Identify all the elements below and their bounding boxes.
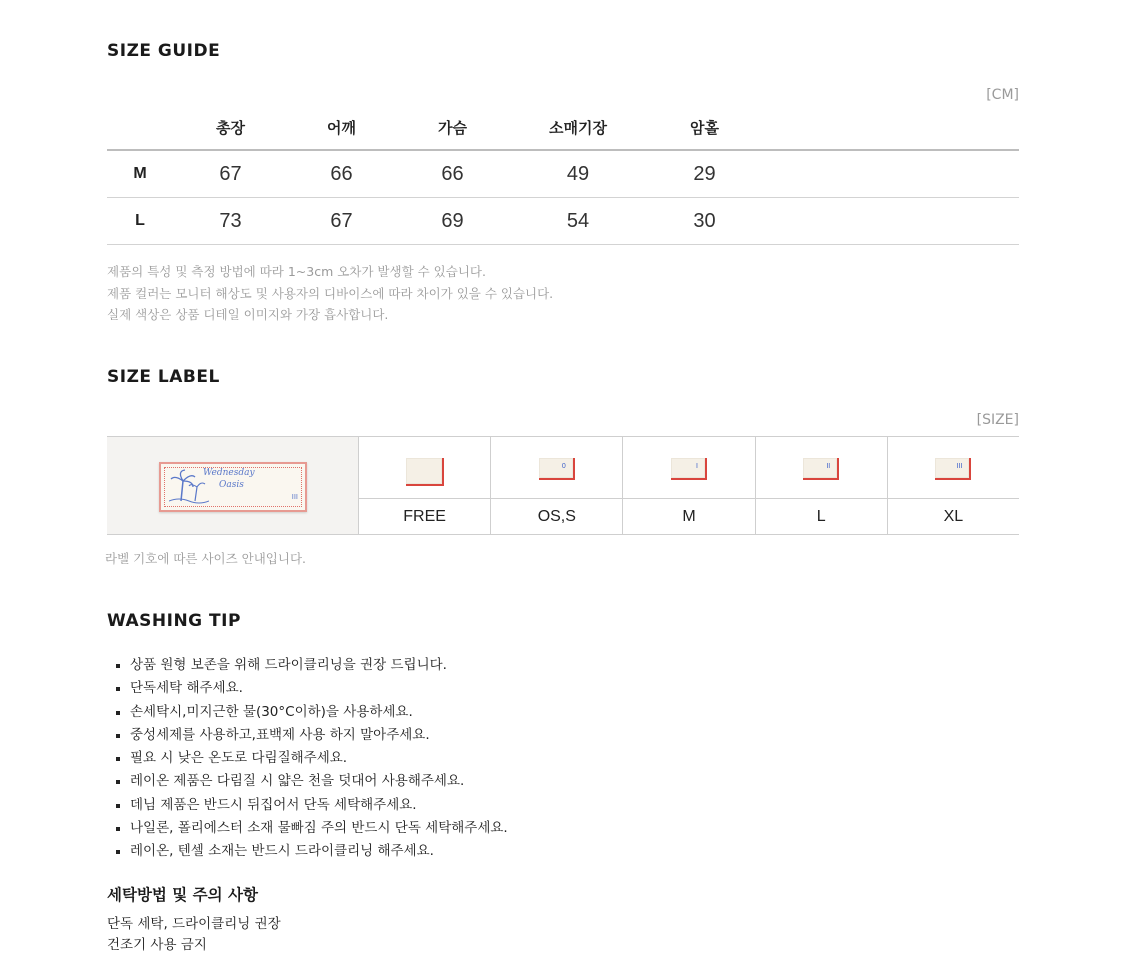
size-label-os-s [491,437,623,534]
bullet-icon [116,850,120,854]
empty-cell [763,150,1019,198]
size-tag-icon [803,458,839,480]
table-cell: 66 [288,150,395,198]
size-guide-notes [107,261,553,326]
size-label-m [623,437,755,534]
size-label-name: L [816,507,826,525]
size-tag-icon [671,458,707,480]
care-line: 건조기 사용 금지 [107,937,207,953]
size-guide-table [107,106,1019,245]
size-label-name: FREE [403,507,446,525]
care-instructions [107,914,281,956]
woven-label-image [159,462,307,512]
bullet-icon [116,664,120,668]
list-item [116,724,508,747]
list-item [116,747,508,770]
size-label-title: SIZE LABEL [107,367,220,387]
tip-text: 상품 원형 보존을 위해 드라이클리닝을 권장 드립니다. [130,657,447,673]
size-label-unit: [SIZE] [976,412,1019,428]
size-guide-unit: [CM] [986,87,1019,103]
table-cell: 49 [510,150,646,198]
list-item [116,770,508,793]
bullet-icon [116,780,120,784]
table-cell: 54 [510,198,646,245]
list-item [116,654,508,677]
size-label-name: OS,S [537,507,576,525]
size-tag-mark: II [826,463,831,470]
list-item [116,677,508,700]
size-column-header [107,106,173,150]
tip-text: 필요 시 낮은 온도로 다림질해주세요. [130,750,348,767]
size-tag-icon [935,458,971,480]
tip-text: 나일론, 폴리에스터 소재 물빠짐 주의 반드시 단독 세탁해주세요. [130,820,508,837]
table-cell: 73 [173,198,288,245]
label-swatch [491,437,622,499]
washing-tip-title: WASHING TIP [107,611,241,631]
row-size-label: L [107,198,173,245]
size-table-header-row [107,106,1019,150]
size-label-grid [107,436,1019,535]
size-label-free [359,437,491,534]
table-row [107,150,1019,198]
size-label-xl [888,437,1019,534]
tip-text: 단독세탁 해주세요. [130,680,243,697]
tip-text: 손세탁시,미지근한 물(30°C이하)을 사용하세요. [130,703,413,720]
tip-text: 중성세제를 사용하고,표백제 사용 하지 말아주세요. [130,726,430,743]
table-cell: 69 [395,198,510,245]
column-header-armhole: 암홀 [646,106,763,150]
label-photo [107,437,359,534]
table-cell: 67 [288,198,395,245]
care-line: 단독 세탁, 드라이클리닝 권장 [107,916,281,932]
column-header-chest: 가슴 [395,106,510,150]
table-cell: 30 [646,198,763,245]
column-header-sleeve-length: 소매기장 [510,106,646,150]
table-cell: 66 [395,150,510,198]
label-brand-line-1: Wednesday [203,468,255,478]
note-line: 실제 색상은 상품 디테일 이미지와 가장 흡사합니다. [107,307,389,322]
size-label-name: XL [943,507,964,525]
label-swatch [756,437,887,499]
bullet-icon [116,687,120,691]
tip-text: 레이온, 텐셀 소재는 반드시 드라이클리닝 해주세요. [130,843,434,860]
label-brand-line-2: Oasis [219,480,244,490]
column-header-shoulder: 어깨 [288,106,395,150]
tip-text: 레이온 제품은 다림질 시 얇은 천을 덧대어 사용해주세요. [130,773,465,790]
column-header-total-length: 총장 [173,106,288,150]
list-item [116,817,508,840]
size-label-name: M [682,507,696,525]
bullet-icon [116,711,120,715]
row-size-label: M [107,150,173,198]
size-label-l [756,437,888,534]
note-line: 제품의 특성 및 측정 방법에 따라 1~3cm 오차가 발생할 수 있습니다. [107,264,486,279]
table-cell: 29 [646,150,763,198]
bullet-icon [116,804,120,808]
size-tag-mark: I [696,463,698,470]
washing-tip-list [116,654,508,864]
table-row [107,198,1019,245]
size-tag-mark: III [956,463,963,470]
tip-text: 데님 제품은 반드시 뒤집어서 단독 세탁해주세요. [130,796,417,813]
list-item [116,794,508,817]
bullet-icon [116,757,120,761]
label-swatch [359,437,490,499]
care-instructions-title: 세탁방법 및 주의 사항 [107,886,258,904]
list-item [116,701,508,724]
size-tag-icon [406,458,444,486]
empty-column-header [763,106,1019,150]
bullet-icon [116,827,120,831]
list-item [116,840,508,863]
label-size-mark: III [291,493,298,501]
size-label-note: 라벨 기호에 따른 사이즈 안내입니다. [105,551,306,566]
size-tag-mark: 0 [561,463,566,470]
empty-cell [763,198,1019,245]
bullet-icon [116,734,120,738]
label-swatch [888,437,1019,499]
size-tag-icon [539,458,575,480]
table-cell: 67 [173,150,288,198]
note-line: 제품 컬러는 모니터 해상도 및 사용자의 디바이스에 따라 차이가 있을 수 있습니다. [107,285,554,301]
size-guide-title: SIZE GUIDE [107,41,221,61]
label-swatch [623,437,754,499]
